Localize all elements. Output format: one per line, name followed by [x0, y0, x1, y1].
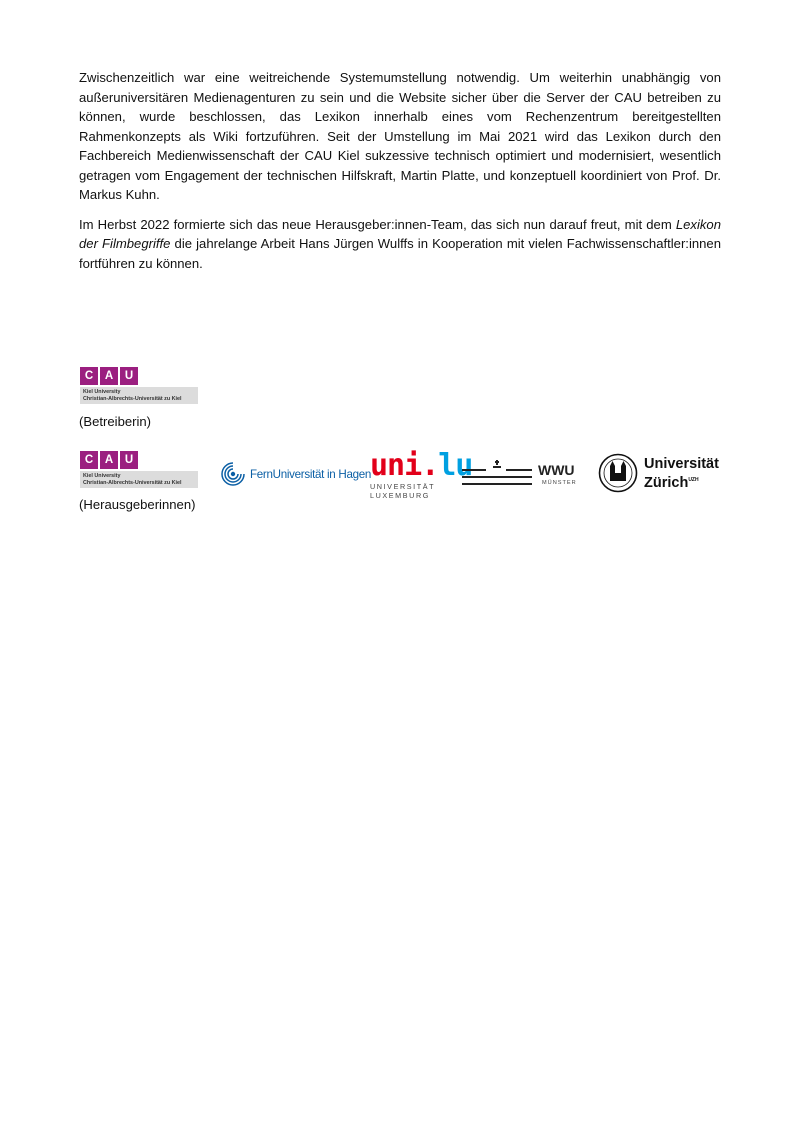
fernuni-hagen-logo: [220, 461, 371, 487]
fernuni-emblem-icon: [220, 461, 246, 487]
wwu-name: WWU: [538, 462, 575, 478]
uzh-name-line1: Universität: [644, 455, 719, 472]
unilu-mark-dot: .: [421, 448, 439, 483]
cau-logo-publisher: [80, 451, 198, 488]
cau-subtitle-line2: Christian-Albrechts-Universität zu Kiel: [83, 395, 182, 402]
unilu-wordmark: [370, 448, 473, 483]
uzh-seal-icon: [598, 453, 638, 493]
caption-publishers: (Herausgeberinnen): [79, 497, 196, 512]
unilu-mark-uni: uni: [370, 448, 422, 483]
cau-letter: A: [100, 367, 118, 385]
cau-letter: C: [80, 367, 98, 385]
cau-letter-bar: [80, 367, 198, 385]
wwu-subtitle: MÜNSTER: [542, 480, 577, 486]
unilu-mark-lu: lu: [438, 448, 473, 483]
uzh-name: [644, 456, 719, 491]
lexicon-title: Lexikon der Filmbegriffe: [79, 216, 721, 251]
uzh-name-zurich: Zürich: [644, 474, 689, 491]
cau-subtitle: [80, 387, 198, 404]
cau-subtitle-line2: Christian-Albrechts-Universität zu Kiel: [83, 479, 182, 486]
cau-subtitle-line1: Kiel University: [83, 473, 121, 479]
unilu-subtitle-line2: LUXEMBURG: [370, 491, 430, 500]
uzh-name-line2: [644, 472, 719, 491]
fernuni-name: FernUniversität in Hagen: [250, 467, 372, 481]
cau-letter: A: [100, 451, 118, 469]
cau-letter: U: [120, 451, 138, 469]
cau-letter: C: [80, 451, 98, 469]
cau-subtitle-line1: Kiel University: [83, 389, 121, 395]
unilu-logo: [370, 448, 473, 500]
paragraph-2-start: Im Herbst 2022 formierte sich das neue Herausgeber:innen-Team, das sich nun darauf freut, mit dem: [79, 216, 676, 232]
wwu-lines-icon: [462, 458, 536, 490]
cau-letter: U: [120, 367, 138, 385]
caption-operator: (Betreiberin): [79, 414, 152, 429]
body-text: [79, 68, 721, 283]
uzh-superscript: UZH: [688, 476, 699, 483]
paragraph-2: [79, 215, 721, 274]
wwu-logo: [462, 458, 578, 490]
cau-letter-bar: [80, 451, 198, 469]
cau-subtitle: [80, 471, 198, 488]
uzh-logo: [598, 453, 719, 493]
unilu-subtitle-line1: UNIVERSITÄT: [370, 482, 436, 491]
paragraph-1: Zwischenzeitlich war eine weitreichende Systemumstellung notwendig. Um weiterhin unabhängig von außeruniversitären Medienagenturen zu sein und die Website sicher über die Server der CAU betreiben zu können, wurde beschlossen, das Lexikon innerhalb eines vom Rechenzentrum bereitgestellten Rahmenkonzepts als Wiki fortzuführen. Seit der Umstellung im Mai 2021 wird das Lexikon durch den Fachbereich Medienwissenschaft der CAU Kiel sukzessive technisch optimiert und modernisiert, wesentlich getragen vom Engagement der technischen Hilfskraft, Martin Platte, und konzeptuell koordiniert von Prof. Dr. Markus Kuhn.: [79, 70, 721, 202]
cau-logo-operator: [80, 367, 198, 404]
paragraph-2-end: die jahrelange Arbeit Hans Jürgen Wulffs in Kooperation mit vielen Fachwissenschaftler:innen fortführen zu können.: [79, 236, 721, 271]
